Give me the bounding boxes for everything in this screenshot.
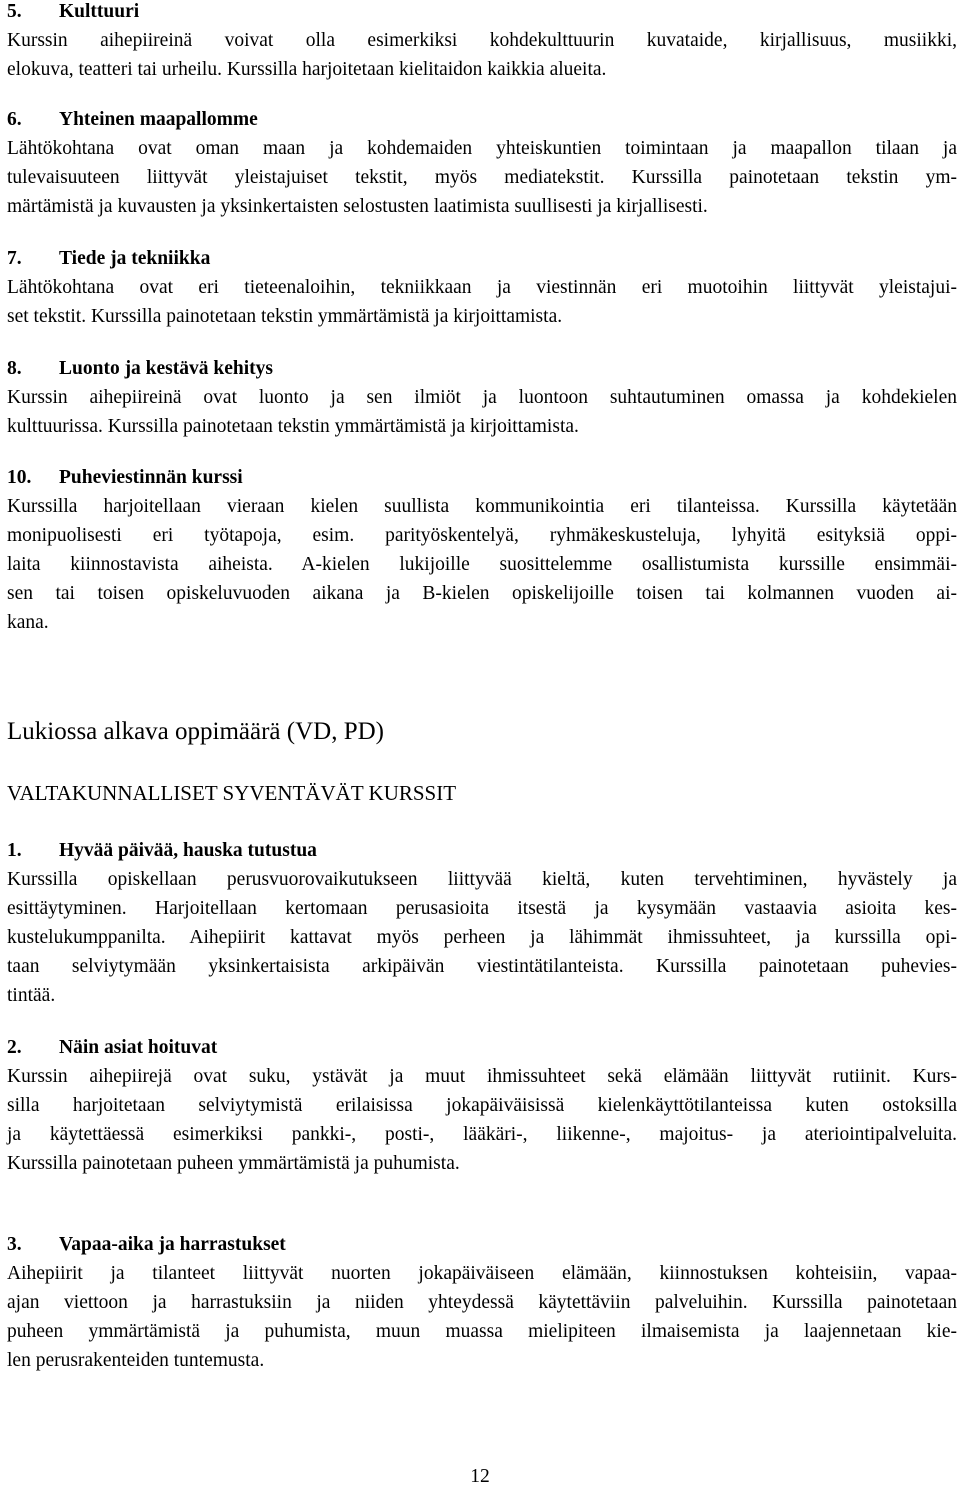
- section-heading: [7, 1230, 957, 1259]
- section-number: 10.: [7, 467, 32, 488]
- body-line: elokuva, teatteri tai urheilu. Kurssilla harjoitetaan kielitaidon kaikkia alueita.: [7, 59, 607, 80]
- body-line: Lähtökohtana ovat eri tieteenaloihin, tekniikkaan ja viestinnän eri muotoihin liittyvät yleistajui-: [7, 277, 957, 298]
- section-heading: [7, 354, 957, 383]
- main-title: Lukiossa alkava oppimäärä (VD, PD): [7, 718, 384, 745]
- body-line: kulttuurissa. Kurssilla painotetaan tekstin ymmärtämistä ja kirjoittamista.: [7, 416, 579, 437]
- body-line: tulevaisuuteen liittyvät yleistajuiset tekstit, myös mediatekstit. Kurssilla painotetaan tekstin ym-: [7, 167, 957, 188]
- page-number: 12: [470, 1466, 490, 1487]
- section-title: Hyvää päivää, hauska tutustua: [59, 840, 317, 861]
- section-title: Yhteinen maapallomme: [59, 109, 258, 130]
- section-number: 5.: [7, 1, 22, 22]
- body-line: puheen ymmärtämistä ja puhumista, muun muassa mielipiteen ilmaisemista ja laajennetaan kie-: [7, 1321, 957, 1342]
- section-number: 3.: [7, 1234, 22, 1255]
- section-3: [7, 1230, 957, 1375]
- body-line: Kurssilla harjoitellaan vieraan kielen suullista kommunikointia eri tilanteissa. Kurssilla käytetään: [7, 496, 957, 517]
- section-title: Luonto ja kestävä kehitys: [59, 358, 273, 379]
- body-line: Aihepiirit ja tilanteet liittyvät nuorten jokapäiväiseen elämään, kiinnostuksen kohteisiin, vapaa-: [7, 1263, 957, 1284]
- section-heading: [7, 1033, 957, 1062]
- body-line: taan selviytymään yksinkertaisista arkipäivän viestintätilanteista. Kurssilla painotetaan puhevies-: [7, 956, 957, 977]
- section-heading: [7, 0, 957, 26]
- section-title: Kulttuuri: [59, 1, 140, 22]
- section-7: [7, 244, 957, 331]
- section-number: 1.: [7, 840, 22, 861]
- body-line: märtämistä ja kuvausten ja yksinkertaisten selostusten laatimista suullisesti ja kirjallisesti.: [7, 196, 708, 217]
- section-number: 6.: [7, 109, 22, 130]
- body-line: Lähtökohtana ovat oman maan ja kohdemaiden yhteiskuntien toimintaan ja maapallon tilaan ja: [7, 138, 957, 159]
- body-line: laita kiinnostavista aiheista. A-kielen lukijoille suosittelemme osallistumista kurssille ensimmäi-: [7, 554, 957, 575]
- body-line: silla harjoitetaan selviytymistä erilaisissa jokapäiväisissä kielenkäyttötilanteissa kuten ostoksilla: [7, 1095, 957, 1116]
- body-line: kana.: [7, 612, 49, 633]
- section-5: [7, 0, 957, 84]
- section-title: Tiede ja tekniikka: [59, 248, 211, 269]
- body-line: Kurssilla painotetaan puheen ymmärtämistä ja puhumista.: [7, 1153, 460, 1174]
- section-heading: [7, 463, 957, 492]
- body-line: Kurssin aihepiireinä voivat olla esimerkiksi kohdekulttuurin kuvataide, kirjallisuus, musiikki,: [7, 30, 957, 51]
- section-heading: [7, 836, 957, 865]
- body-line: sen tai toisen opiskeluvuoden aikana ja B-kielen opiskelijoille toisen tai kolmannen vuoden ai-: [7, 583, 957, 604]
- body-line: len perusrakenteiden tuntemusta.: [7, 1350, 265, 1371]
- section-title: Näin asiat hoituvat: [59, 1037, 218, 1058]
- section-8: [7, 354, 957, 441]
- section-6: [7, 105, 957, 221]
- section-title: Puheviestinnän kurssi: [59, 467, 243, 488]
- section-2: [7, 1033, 957, 1178]
- section-heading: [7, 244, 957, 273]
- section-number: 2.: [7, 1037, 22, 1058]
- section-heading: [7, 105, 957, 134]
- section-1: [7, 836, 957, 1010]
- body-line: Kurssin aihepiirejä ovat suku, ystävät ja muut ihmissuhteet sekä elämään liittyvät rutiinit. Kurs-: [7, 1066, 957, 1087]
- section-title: Vapaa-aika ja harrastukset: [59, 1234, 286, 1255]
- body-line: Kurssilla opiskellaan perusvuorovaikutukseen liittyvää kieltä, kuten tervehtiminen, hyvästely ja: [7, 869, 957, 890]
- body-line: kustelukumppanilta. Aihepiirit kattavat myös perheen ja lähimmät ihmissuhteet, ja kurssilla opi-: [7, 927, 957, 948]
- body-line: monipuolisesti eri työtapoja, esim. parityöskentelyä, ryhmäkeskusteluja, lyhyitä esityksiä oppi-: [7, 525, 957, 546]
- body-line: tintää.: [7, 985, 56, 1006]
- body-line: ja käytettäessä esimerkiksi pankki-, posti-, lääkäri-, liikenne-, majoitus- ja ateriointipalveluita.: [7, 1124, 957, 1145]
- body-line: ajan viettoon ja harrastuksiin ja niiden yhteydessä käytettäviin palveluihin. Kurssilla painotetaan: [7, 1292, 957, 1313]
- body-line: Kurssin aihepiireinä ovat luonto ja sen ilmiöt ja luontoon suhtautuminen omassa ja kohdekielen: [7, 387, 957, 408]
- section-number: 7.: [7, 248, 22, 269]
- body-line: set tekstit. Kurssilla painotetaan tekstin ymmärtämistä ja kirjoittamista.: [7, 306, 563, 327]
- section-number: 8.: [7, 358, 22, 379]
- subtitle: VALTAKUNNALLISET SYVENTÄVÄT KURSSIT: [7, 781, 457, 805]
- section-10: [7, 463, 957, 637]
- body-line: esittäytyminen. Harjoitellaan kertomaan perusasioita itsestä ja kysymään vastaavia asioita kes-: [7, 898, 957, 919]
